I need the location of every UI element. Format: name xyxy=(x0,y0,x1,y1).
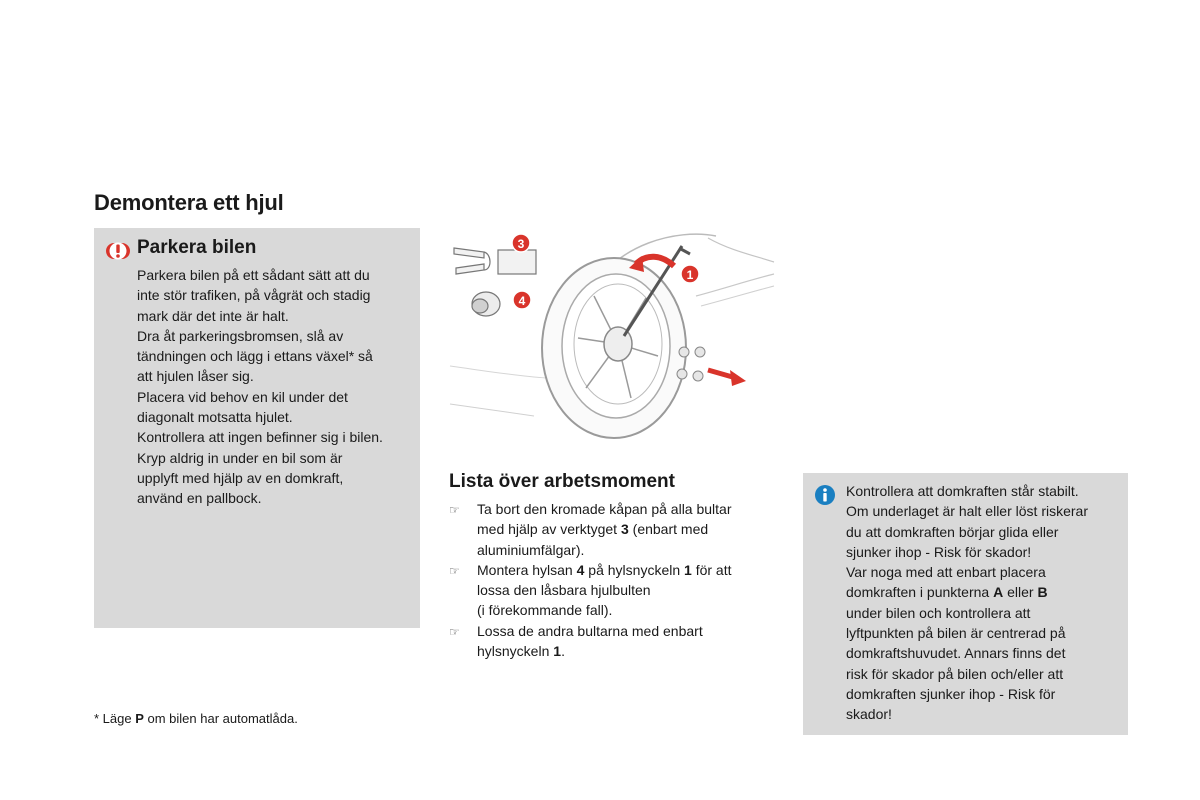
callout-4-label: 4 xyxy=(518,294,526,308)
text-run: med hjälp av verktyget xyxy=(477,521,621,538)
pointing-hand-icon: ☞ xyxy=(449,503,460,517)
procedure-step xyxy=(449,621,732,662)
text-run: Lossa de andra bultarna med enbart xyxy=(477,622,703,639)
procedure-step-line xyxy=(477,560,732,580)
procedure-step-line xyxy=(477,499,732,519)
text-run: 1 xyxy=(684,561,692,578)
text-run: Om underlaget är halt eller löst riskerar xyxy=(846,503,1088,520)
text-run: 4 xyxy=(576,561,585,578)
info-line xyxy=(846,501,1088,521)
procedure-step-line xyxy=(477,600,732,620)
procedure-step-line xyxy=(477,519,732,539)
text-run: lossa den låsbara hjulbulten xyxy=(477,582,651,599)
procedure-step-line xyxy=(477,580,732,600)
text-run: aluminiumfälgar). xyxy=(477,541,585,558)
info-line xyxy=(846,704,1088,724)
text-run: 1 xyxy=(553,643,562,660)
text-run: för att xyxy=(691,561,732,578)
text-run: lyftpunkten på bilen är centrerad på xyxy=(846,625,1066,642)
warning-line: Placera vid behov en kil under det xyxy=(137,388,348,405)
pointing-hand-icon: ☞ xyxy=(449,563,460,578)
wheel-removal-illustration xyxy=(446,226,776,444)
text-run: domkraftshuvudet. Annars finns det xyxy=(846,645,1066,662)
text-run: Ta bort den kromade kåpan på alla bultar xyxy=(477,501,732,517)
page-title: Demontera ett hjul xyxy=(94,190,284,215)
text-run: Kontrollera att domkraften står stabilt. xyxy=(846,483,1079,499)
info-line xyxy=(846,582,1088,602)
text-run: skador! xyxy=(846,706,892,723)
warning-line: Kontrollera att ingen befinner sig i bilen. xyxy=(137,429,383,446)
procedure-step xyxy=(449,560,732,621)
text-run: B xyxy=(1037,584,1048,601)
text-run: A xyxy=(993,584,1004,601)
text-run: 3 xyxy=(620,521,629,538)
procedure-step xyxy=(449,499,732,560)
info-line xyxy=(846,643,1088,663)
text-run: om bilen har automatlåda. xyxy=(143,711,298,726)
info-line xyxy=(846,481,1088,501)
text-run: P xyxy=(135,711,144,726)
warning-line: diagonalt motsatta hjulet. xyxy=(137,409,293,426)
warning-line: att hjulen låser sig. xyxy=(137,368,254,385)
procedure-step-line xyxy=(477,621,732,641)
callout-1-label: 1 xyxy=(686,268,694,282)
text-run: (enbart med xyxy=(628,521,709,538)
info-line xyxy=(846,684,1088,704)
text-run: du att domkraften börjar glida eller xyxy=(846,523,1059,540)
text-run: Montera hylsan xyxy=(477,561,577,578)
text-run: domkraften sjunker ihop - Risk för xyxy=(846,685,1056,702)
procedure-title: Lista över arbetsmoment xyxy=(449,471,675,492)
warning-panel xyxy=(94,228,420,628)
info-line xyxy=(846,542,1088,562)
info-line xyxy=(846,522,1088,542)
text-run: . xyxy=(561,643,565,660)
warning-line: mark där det inte är halt. xyxy=(137,307,289,324)
info-panel xyxy=(803,473,1128,735)
footnote xyxy=(94,711,298,726)
text-run: på hylsnyckeln xyxy=(584,561,685,578)
text-run: domkraften i punkterna xyxy=(846,584,994,601)
procedure-step-line xyxy=(477,641,732,661)
warning-title: Parkera bilen xyxy=(137,237,257,258)
text-run: under bilen och kontrollera att xyxy=(846,604,1031,621)
text-run: Var noga med att enbart placera xyxy=(846,564,1046,581)
procedure-step-line xyxy=(477,540,732,560)
text-run: (i förekommande fall). xyxy=(477,602,613,619)
text-run: sjunker ihop - Risk för skador! xyxy=(846,543,1032,560)
text-run: risk för skador på bilen och/eller att xyxy=(846,665,1064,682)
procedure-steps xyxy=(449,499,732,661)
warning-line: Kryp aldrig in under en bil som är xyxy=(137,449,343,466)
callout-3-label: 3 xyxy=(517,237,525,251)
info-line xyxy=(846,562,1088,582)
warning-line: Dra åt parkeringsbromsen, slå av xyxy=(137,327,344,344)
warning-line: upplyft med hjälp av en domkraft, xyxy=(137,469,344,486)
info-line xyxy=(846,623,1088,643)
warning-line: använd en pallbock. xyxy=(137,490,262,507)
text-run: eller xyxy=(1003,584,1038,601)
warning-line: tändningen och lägg i ettans växel* så xyxy=(137,348,373,365)
warning-icon xyxy=(105,240,131,267)
info-icon xyxy=(814,484,836,511)
text-run: hylsnyckeln xyxy=(477,643,554,660)
info-line xyxy=(846,603,1088,623)
warning-text xyxy=(137,265,383,509)
text-run: * Läge xyxy=(94,711,136,726)
info-line xyxy=(846,664,1088,684)
warning-line: inte stör trafiken, på vågrät och stadig xyxy=(137,287,371,304)
warning-line: Parkera bilen på ett sådant sätt att du xyxy=(137,267,370,283)
info-text xyxy=(846,481,1088,725)
pointing-hand-icon: ☞ xyxy=(449,624,460,639)
